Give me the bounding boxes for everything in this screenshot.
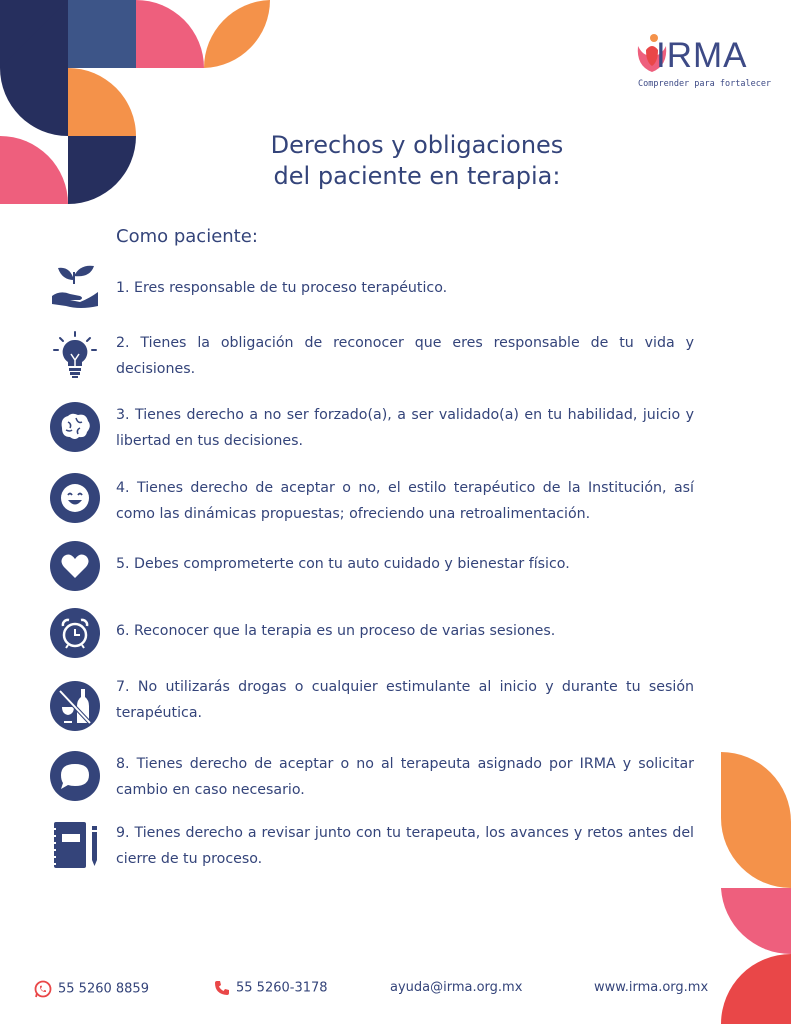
list-item-text: 9. Tienes derecho a revisar junto con tu terapeuta, los avances y retos antes del cierre de tu proceso.	[116, 825, 694, 867]
footer-phone	[214, 980, 328, 996]
list-item-text: 4. Tienes derecho de aceptar o no, el estilo terapéutico de la Institución, así como las dinámicas propuestas; ofreciendo una retroalimentación.	[116, 480, 694, 522]
list-item-text: 8. Tienes derecho de aceptar o no al terapeuta asignado por IRMA y solicitar cambio en caso necesario.	[116, 756, 694, 798]
list-item-text: 5. Debes comprometerte con tu auto cuidado y bienestar físico.	[116, 556, 570, 572]
footer-email[interactable]: ayuda@irma.org.mx	[390, 980, 523, 995]
footer-website[interactable]: www.irma.org.mx	[594, 980, 709, 995]
brand-name: IRMA	[656, 36, 748, 75]
irma-logo	[634, 30, 774, 92]
phone-number: 55 5260-3178	[236, 980, 328, 996]
list-item-text: 3. Tienes derecho a no ser forzado(a), a ser validado(a) en tu habilidad, juicio y libertad en tus decisiones.	[116, 407, 694, 449]
heart-icon	[50, 541, 100, 591]
notebook-pen-icon	[50, 820, 100, 870]
lightbulb-icon	[50, 330, 100, 380]
list-item-text: 2. Tienes la obligación de reconocer que eres responsable de tu vida y decisiones.	[116, 335, 694, 377]
brain-icon	[50, 402, 100, 452]
brand-tagline: Comprender para fortalecer	[638, 79, 772, 89]
whatsapp-icon	[34, 980, 52, 998]
plant-in-hand-icon	[50, 262, 100, 312]
page-title-line-2: del paciente en terapia:	[273, 162, 561, 190]
alarm-clock-icon	[50, 608, 100, 658]
phone-icon	[214, 980, 230, 996]
smiley-icon	[50, 473, 100, 523]
decorative-shapes-bottom-right	[721, 752, 791, 1024]
no-alcohol-icon	[50, 681, 100, 731]
speech-bubble-icon	[50, 751, 100, 801]
section-subtitle: Como paciente:	[116, 226, 258, 247]
whatsapp-number: 55 5260 8859	[58, 981, 149, 997]
page-title	[0, 130, 791, 192]
list-item-text: 6. Reconocer que la terapia es un proceso de varias sesiones.	[116, 623, 556, 639]
page-title-line-1: Derechos y obligaciones	[270, 131, 564, 159]
list-item-text: 7. No utilizarás drogas o cualquier estimulante al inicio y durante tu sesión terapéutica.	[116, 679, 694, 721]
footer-whatsapp	[34, 980, 149, 998]
list-item-text: 1. Eres responsable de tu proceso terapéutico.	[116, 280, 448, 296]
